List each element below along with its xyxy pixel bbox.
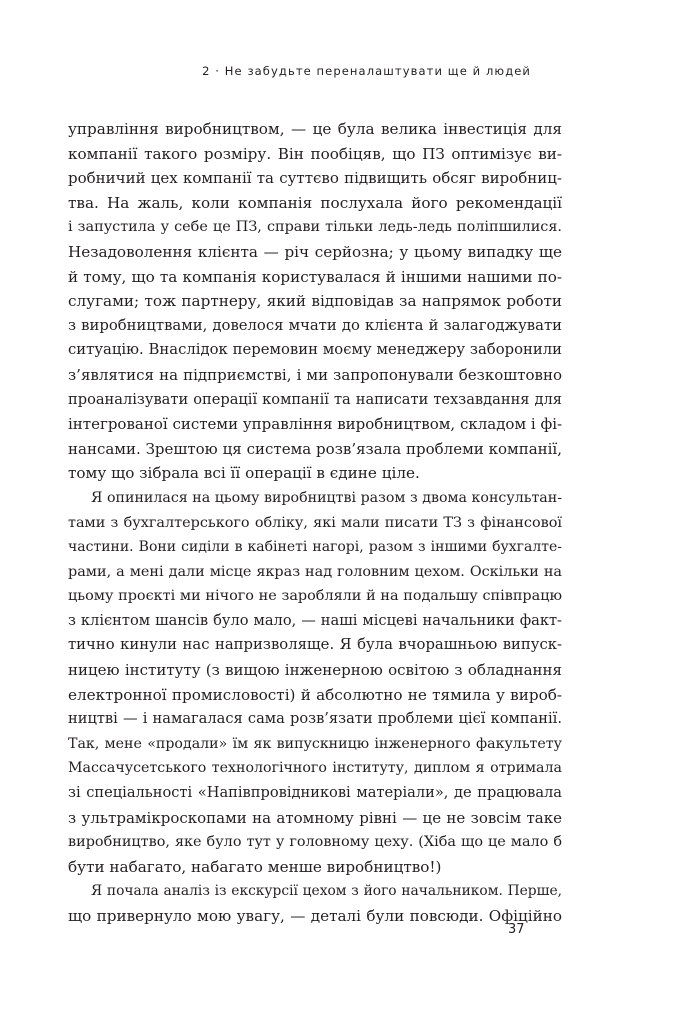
text-line: управління виробництвом, — це була велика інвестиція для	[68, 120, 562, 138]
paragraph	[68, 117, 562, 486]
page-number: 37	[508, 922, 525, 937]
body-text	[68, 117, 562, 929]
text-line: Незадоволення клієнта — річ серйозна; у цьому випадку ще	[68, 242, 562, 261]
text-line: бути набагато, набагато менше виробництво!)	[68, 857, 442, 876]
text-line: ситуацію. Внаслідок перемовин моєму менеджеру заборонили	[68, 341, 562, 359]
paragraph	[68, 486, 562, 880]
text-line: з ультрамікроскопами на атомному рівні — це не зовсім таке	[68, 808, 562, 827]
text-line: тва. На жаль, коли компанія послухала його рекомендації	[68, 193, 562, 212]
text-line: слугами; тож партнеру, який відповідав за напрямок роботи	[68, 292, 562, 311]
text-line: що привернуло мою увагу, — деталі були повсюди. Офіційно	[68, 907, 562, 925]
text-line: інтегрованої системи управління виробництвом, складом і фі-	[68, 415, 563, 434]
text-line: Я почала аналіз із екскурсії цехом з його начальником. Перше,	[91, 883, 562, 900]
paragraph	[68, 879, 562, 928]
text-line: зі спеціальності «Напівпровідникові матеріали», де працювала	[68, 784, 562, 802]
text-line: Так, мене «продали» їм як випускницю інженерного факультету	[68, 735, 562, 752]
text-line: цьому проєкті ми нічого не заробляли й на подальшу співпрацю	[68, 588, 562, 605]
text-line: з виробництвами, довелося мчати до клієнта й залагоджувати	[68, 316, 562, 334]
running-head: 2 · Не забудьте переналаштувати ще й людей	[202, 64, 531, 78]
text-line: нансами. Зрештою ця система розв’язала проблеми компанії,	[68, 439, 562, 458]
text-line: і запустила у себе це ПЗ, справи тільки ледь-ледь поліпшилися.	[68, 219, 562, 236]
text-line: ницею інституту (з вищою інженерною освітою з обладнання	[68, 661, 562, 680]
text-line: ництві — і намагалася сама розв’язати проблеми цієї компанії.	[68, 710, 562, 728]
text-line: виробництво, яке було тут у головному цеху. (Хіба що це мало б	[68, 834, 562, 851]
text-line: компанії такого розміру. Він пообіцяв, що ПЗ оптимізує ви-	[68, 144, 562, 163]
text-line: з клієнтом шансів було мало, — наші місцеві начальники факт-	[68, 611, 562, 629]
text-line: Я опинилася на цьому виробництві разом з двома консультан-	[91, 489, 562, 506]
text-line: рами, а мені дали місце якраз над головним цехом. Оскільки на	[68, 563, 562, 580]
text-line: тому що зібрала всі її операції в єдине ціле.	[68, 464, 420, 483]
text-line: тами з бухгалтерського обліку, які мали писати ТЗ з фінансової	[68, 514, 562, 531]
text-line: Массачусетського технологічного інституту, диплом я отримала	[68, 760, 562, 777]
text-line: частини. Вони сиділи в кабінеті нагорі, разом з іншими бухгалте-	[68, 539, 562, 556]
text-line: проаналізувати операції компанії та написати техзавдання для	[68, 390, 562, 408]
text-line: й тому, що та компанія користувалася й іншими нашими по-	[68, 267, 562, 286]
text-line: тично кинули нас напризволяще. Я була вчорашньою випуск-	[68, 636, 562, 654]
text-line: електронної промисловості) й абсолютно не тямила у вироб-	[68, 685, 562, 704]
text-line: з’являтися на підприємстві, і ми запропонували безкоштовно	[68, 365, 562, 384]
text-line: робничий цех компанії та суттєво підвищить обсяг виробниц-	[68, 169, 562, 188]
